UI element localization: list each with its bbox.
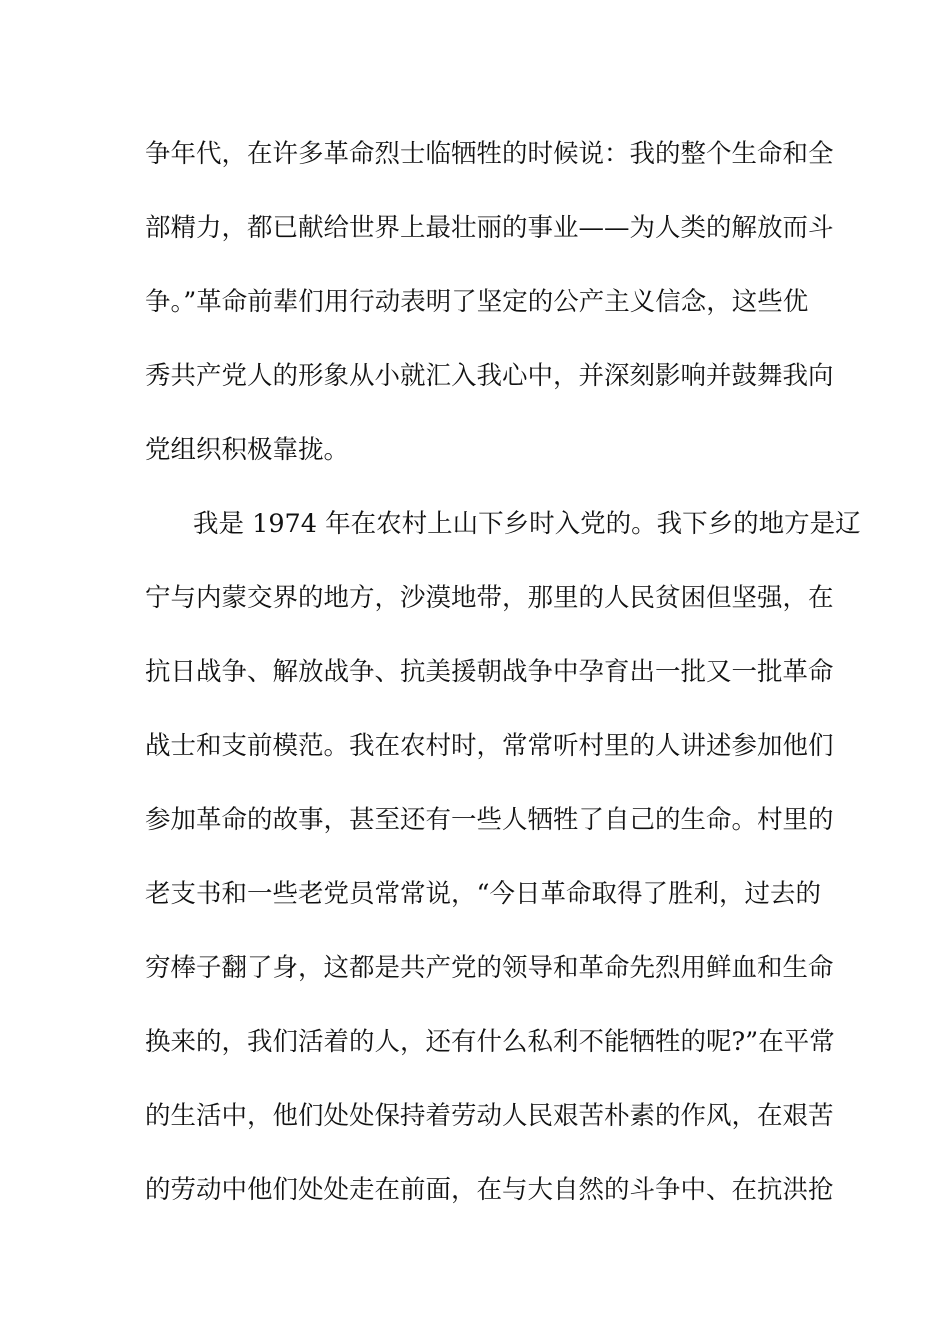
text-line: 宁与内蒙交界的地方，沙漠地带，那里的人民贫困但坚强，在 [145, 583, 834, 613]
text-line: 老支书和一些老党员常常说，“今日革命取得了胜利，过去的 [145, 879, 822, 909]
document-body [145, 128, 861, 1238]
text-line: 换来的，我们活着的人，还有什么私利不能牺牲的呢?”在平常 [145, 1027, 835, 1057]
text-line: 的劳动中他们处处走在前面，在与大自然的斗争中、在抗洪抢 [145, 1175, 834, 1205]
text-line: 部精力，都已献给世界上最壮丽的事业——为人类的解放而斗 [145, 213, 834, 243]
paragraph-first-line: 我是 1974 年在农村上山下乡时入党的。我下乡的地方是辽 [193, 509, 861, 539]
text-line: 穷棒子翻了身，这都是共产党的领导和革命先烈用鲜血和生命 [145, 953, 834, 983]
text-line: 秀共产党人的形象从小就汇入我心中，并深刻影响并鼓舞我向 [145, 361, 834, 391]
text-line: 党组织积极靠拢。 [145, 435, 350, 465]
text-line: 战士和支前模范。我在农村时，常常听村里的人讲述参加他们 [145, 731, 834, 761]
text-line: 的生活中，他们处处保持着劳动人民艰苦朴素的作风，在艰苦 [145, 1101, 834, 1131]
text-line: 参加革命的故事，甚至还有一些人牺牲了自己的生命。村里的 [145, 805, 834, 835]
text-line: 争。”革命前辈们用行动表明了坚定的公产主义信念，这些优 [145, 287, 809, 317]
text-line: 争年代，在许多革命烈士临牺牲的时候说：我的整个生命和全 [145, 139, 834, 169]
text-line: 抗日战争、解放战争、抗美援朝战争中孕育出一批又一批革命 [145, 657, 834, 687]
